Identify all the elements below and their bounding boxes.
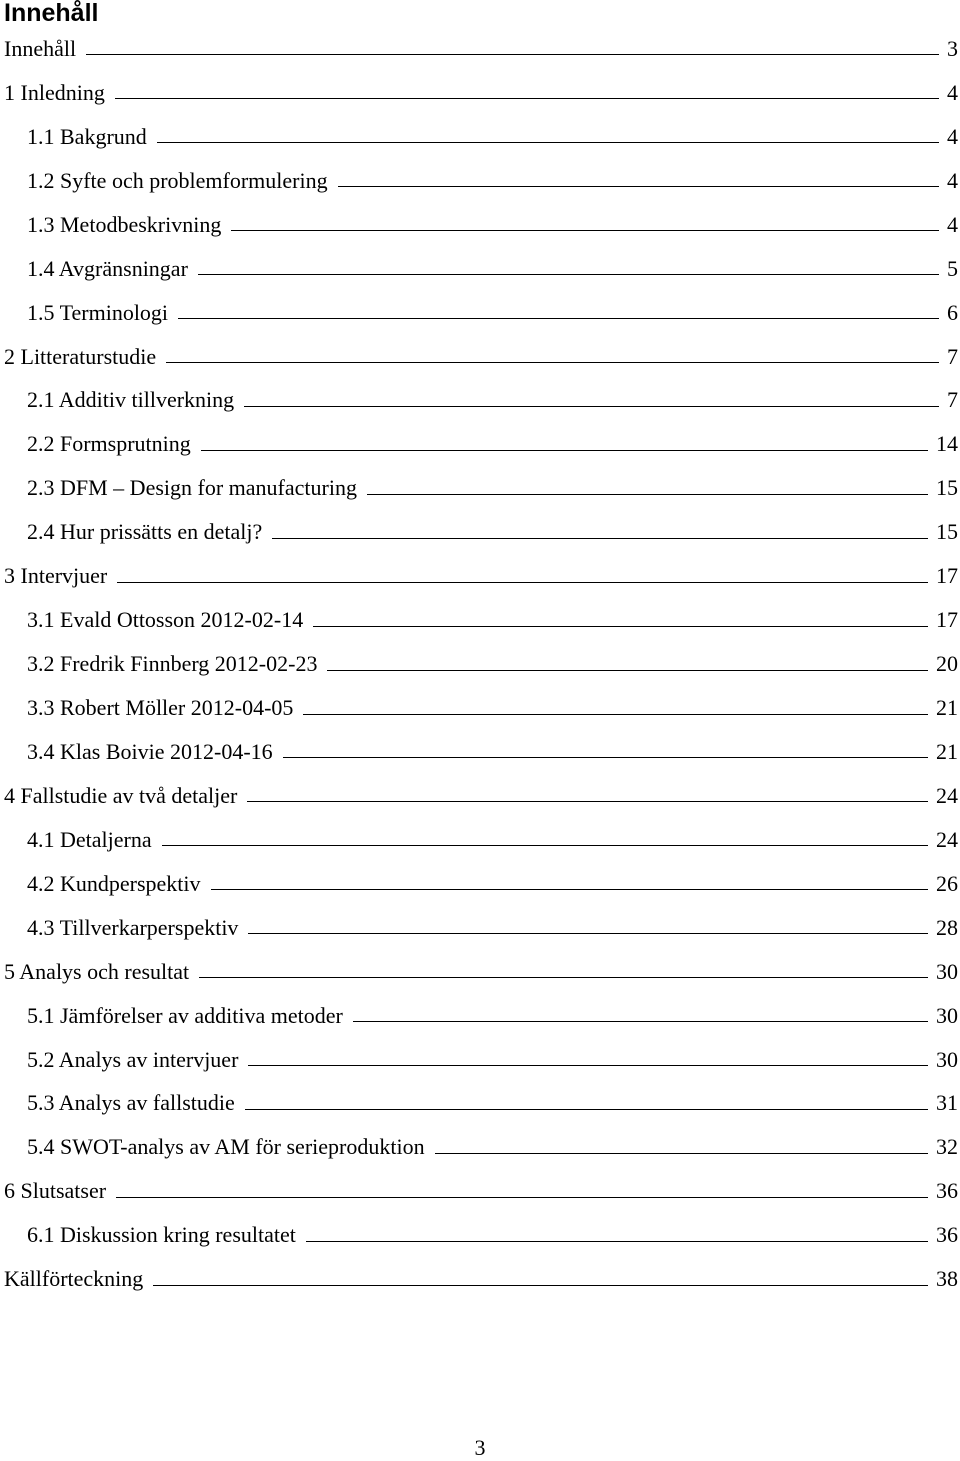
toc-entry[interactable]	[0, 1169, 960, 1213]
toc-entry-title: 5 Analys och resultat	[4, 958, 190, 984]
toc-leader-line	[162, 845, 928, 846]
toc-leader-line	[199, 977, 928, 978]
toc-leader-line	[244, 406, 939, 407]
toc-leader-line	[283, 757, 928, 758]
toc-entry[interactable]	[0, 862, 960, 906]
toc-entry-page: 14	[936, 431, 958, 457]
toc-leader-line	[231, 230, 939, 231]
toc-entry[interactable]	[0, 642, 960, 686]
toc-entry-title: 2.1 Additiv tillverkning	[27, 387, 235, 413]
toc-entry-title: 3.4 Klas Boivie 2012-04-16	[27, 738, 273, 764]
toc-entry[interactable]	[0, 1038, 960, 1082]
page-number: 3	[474, 1435, 486, 1460]
toc-entry-title: Källförteckning	[4, 1266, 144, 1292]
toc-leader-line	[435, 1153, 928, 1154]
toc-entry-title: 3.1 Evald Ottosson 2012-02-14	[27, 607, 304, 633]
toc-entry[interactable]	[0, 1257, 960, 1301]
toc-leader-line	[211, 889, 928, 890]
toc-entry-title: 4 Fallstudie av två detaljer	[4, 782, 238, 808]
toc-entry-title: Innehåll	[4, 35, 77, 61]
toc-entry-page: 30	[936, 1046, 958, 1072]
toc-entry-title: 1.3 Metodbeskrivning	[27, 211, 222, 237]
toc-entry-page: 3	[947, 35, 958, 61]
table-of-contents	[0, 27, 960, 1301]
toc-leader-line	[313, 626, 928, 627]
toc-entry[interactable]	[0, 71, 960, 115]
toc-entry[interactable]	[0, 510, 960, 554]
toc-entry-page: 15	[936, 519, 958, 545]
toc-entry-page: 4	[947, 123, 958, 149]
toc-leader-line	[201, 450, 928, 451]
toc-leader-line	[245, 1109, 928, 1110]
toc-entry-title: 2.4 Hur prissätts en detalj?	[27, 519, 263, 545]
toc-leader-line	[303, 714, 928, 715]
toc-entry-title: 3 Intervjuer	[4, 563, 108, 589]
toc-entry-page: 30	[936, 958, 958, 984]
toc-entry-page: 17	[936, 607, 958, 633]
toc-entry[interactable]	[0, 422, 960, 466]
toc-leader-line	[153, 1285, 928, 1286]
toc-entry-title: 2 Litteraturstudie	[4, 343, 157, 369]
toc-entry-title: 5.4 SWOT-analys av AM för serieproduktion	[27, 1134, 425, 1160]
toc-entry[interactable]	[0, 335, 960, 379]
toc-entry-title: 3.2 Fredrik Finnberg 2012-02-23	[27, 651, 318, 677]
toc-entry-title: 1.1 Bakgrund	[27, 123, 147, 149]
toc-entry-title: 1 Inledning	[4, 79, 105, 105]
toc-entry-page: 4	[947, 79, 958, 105]
toc-entry-page: 32	[936, 1134, 958, 1160]
toc-entry-title: 2.2 Formsprutning	[27, 431, 191, 457]
toc-entry-title: 4.1 Detaljerna	[27, 826, 152, 852]
toc-leader-line	[178, 318, 939, 319]
toc-entry[interactable]	[0, 379, 960, 423]
toc-entry-title: 4.2 Kundperspektiv	[27, 870, 201, 896]
toc-entry[interactable]	[0, 994, 960, 1038]
toc-entry[interactable]	[0, 686, 960, 730]
toc-entry-title: 5.3 Analys av fallstudie	[27, 1090, 235, 1116]
toc-entry-page: 21	[936, 695, 958, 721]
toc-entry[interactable]	[0, 554, 960, 598]
toc-entry[interactable]	[0, 291, 960, 335]
toc-leader-line	[116, 1197, 928, 1198]
toc-entry-page: 20	[936, 651, 958, 677]
toc-leader-line	[115, 98, 939, 99]
toc-entry[interactable]	[0, 730, 960, 774]
toc-entry-page: 5	[947, 255, 958, 281]
toc-entry-page: 4	[947, 167, 958, 193]
toc-entry[interactable]	[0, 818, 960, 862]
toc-entry[interactable]	[0, 203, 960, 247]
toc-entry-title: 2.3 DFM – Design for manufacturing	[27, 475, 357, 501]
toc-entry-page: 15	[936, 475, 958, 501]
toc-entry-title: 1.2 Syfte och problemformulering	[27, 167, 328, 193]
toc-entry-page: 28	[936, 914, 958, 940]
toc-leader-line	[306, 1241, 928, 1242]
toc-entry[interactable]	[0, 115, 960, 159]
toc-entry[interactable]	[0, 906, 960, 950]
toc-entry-title: 3.3 Robert Möller 2012-04-05	[27, 695, 294, 721]
toc-entry[interactable]	[0, 950, 960, 994]
toc-leader-line	[86, 54, 939, 55]
toc-leader-line	[327, 670, 928, 671]
toc-entry-page: 4	[947, 211, 958, 237]
toc-entry-page: 6	[947, 299, 958, 325]
toc-entry-page: 26	[936, 870, 958, 896]
toc-leader-line	[353, 1021, 928, 1022]
toc-entry[interactable]	[0, 1125, 960, 1169]
toc-entry-title: 1.4 Avgränsningar	[27, 255, 188, 281]
toc-entry-title: 5.1 Jämförelser av additiva metoder	[27, 1002, 343, 1028]
page-title: Innehåll	[4, 0, 99, 27]
toc-entry-page: 21	[936, 738, 958, 764]
toc-leader-line	[338, 186, 939, 187]
toc-leader-line	[166, 362, 939, 363]
toc-entry[interactable]	[0, 598, 960, 642]
toc-entry-page: 38	[936, 1266, 958, 1292]
toc-entry-page: 36	[936, 1178, 958, 1204]
toc-entry-page: 24	[936, 782, 958, 808]
toc-entry-title: 6.1 Diskussion kring resultatet	[27, 1222, 296, 1248]
toc-entry[interactable]	[0, 247, 960, 291]
toc-entry[interactable]	[0, 1082, 960, 1126]
toc-entry-page: 7	[947, 387, 958, 413]
toc-leader-line	[272, 538, 928, 539]
toc-leader-line	[117, 582, 928, 583]
toc-entry-page: 30	[936, 1002, 958, 1028]
toc-leader-line	[248, 933, 928, 934]
toc-entry-page: 31	[936, 1090, 958, 1116]
toc-entry[interactable]	[0, 27, 960, 71]
toc-entry-page: 24	[936, 826, 958, 852]
toc-leader-line	[367, 494, 928, 495]
toc-entry-title: 1.5 Terminologi	[27, 299, 169, 325]
toc-entry-title: 4.3 Tillverkarperspektiv	[27, 914, 239, 940]
toc-entry[interactable]	[0, 1213, 960, 1257]
toc-entry[interactable]	[0, 466, 960, 510]
toc-entry[interactable]	[0, 774, 960, 818]
toc-entry-title: 5.2 Analys av intervjuer	[27, 1046, 239, 1072]
toc-entry[interactable]	[0, 159, 960, 203]
toc-entry-page: 7	[947, 343, 958, 369]
toc-leader-line	[248, 1065, 928, 1066]
toc-leader-line	[198, 274, 939, 275]
toc-entry-page: 17	[936, 563, 958, 589]
toc-entry-title: 6 Slutsatser	[4, 1178, 107, 1204]
toc-entry-page: 36	[936, 1222, 958, 1248]
toc-leader-line	[157, 142, 939, 143]
toc-leader-line	[247, 801, 928, 802]
